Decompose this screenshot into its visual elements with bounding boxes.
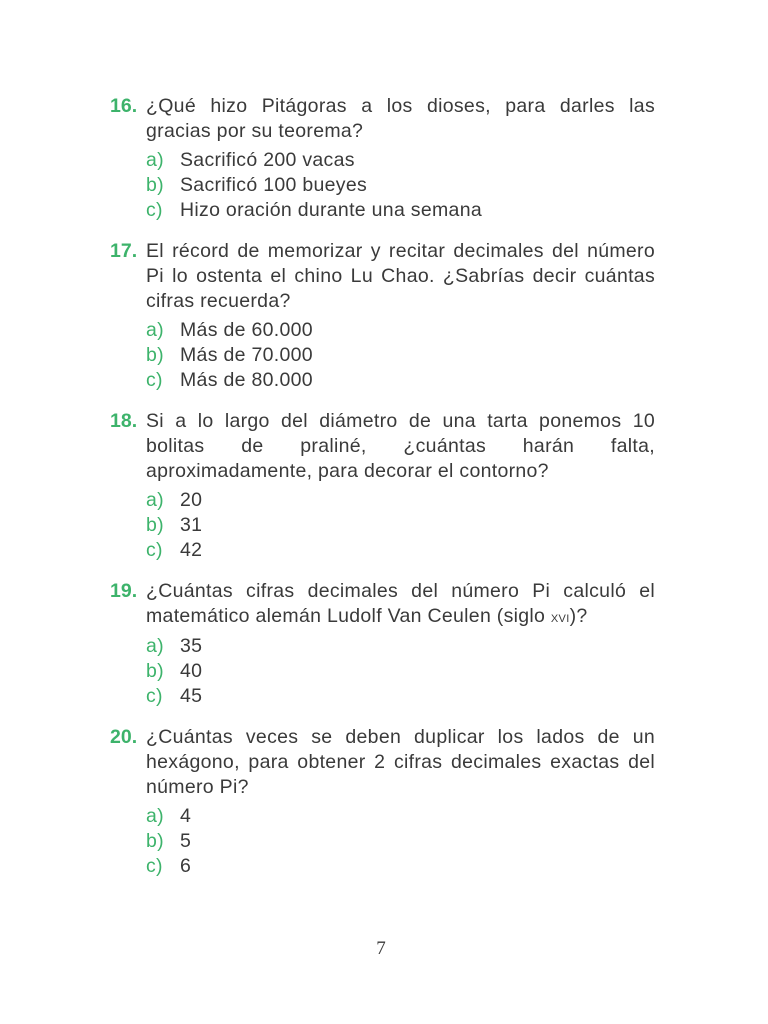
option-text: 31 (180, 514, 203, 536)
answer-option-c (146, 538, 655, 563)
question-number: 16. (110, 95, 138, 117)
question-text-end: )? (569, 605, 588, 627)
answer-option-b (146, 513, 655, 538)
answer-option-c (146, 684, 655, 709)
option-text: 5 (180, 830, 192, 852)
option-letter: a) (146, 319, 164, 341)
answer-option-b (146, 659, 655, 684)
option-text: 35 (180, 635, 203, 657)
question-number: 19. (110, 580, 138, 602)
answer-option-b (146, 173, 655, 198)
option-letter: c) (146, 369, 163, 391)
question-20 (110, 725, 655, 879)
option-text: Sacrificó 200 vacas (180, 149, 355, 171)
question-text (146, 579, 655, 630)
answer-option-b (146, 829, 655, 854)
option-text: 45 (180, 685, 203, 707)
option-text: Más de 70.000 (180, 344, 313, 366)
question-text: ¿Cuántas veces se deben duplicar los lados de un hexágono, para obtener 2 cifras decimales exactas del número Pi? (146, 726, 655, 798)
question-text: El récord de memorizar y recitar decimales del número Pi lo ostenta el chino Lu Chao. ¿Sabrías decir cuántas cifras recuerda? (146, 240, 655, 312)
page-number: 7 (376, 938, 386, 959)
question-number: 17. (110, 240, 138, 262)
answer-options (146, 148, 655, 223)
question-16 (110, 94, 655, 223)
answer-option-b (146, 343, 655, 368)
option-letter: c) (146, 539, 163, 561)
answer-option-c (146, 198, 655, 223)
option-text: Más de 80.000 (180, 369, 313, 391)
century-smallcaps: xvi (550, 609, 570, 626)
option-text: 4 (180, 805, 192, 827)
question-text-main: ¿Cuántas cifras decimales del número Pi calculó el matemático alemán Ludolf Van Ceulen (siglo (146, 580, 655, 627)
question-text: ¿Qué hizo Pitágoras a los dioses, para darles las gracias por su teorema? (146, 95, 655, 142)
question-text: Si a lo largo del diámetro de una tarta ponemos 10 bolitas de praliné, ¿cuántas harán falta, aproximadamente, para decorar el contorno? (146, 410, 655, 482)
answer-option-a (146, 148, 655, 173)
answer-option-a (146, 488, 655, 513)
option-letter: c) (146, 685, 163, 707)
option-text: Sacrificó 100 bueyes (180, 174, 368, 196)
option-letter: c) (146, 855, 163, 877)
answer-options (146, 634, 655, 709)
option-text: 6 (180, 855, 192, 877)
question-18 (110, 409, 655, 563)
answer-option-c (146, 854, 655, 879)
answer-options (146, 488, 655, 563)
question-list (110, 94, 655, 895)
option-text: 42 (180, 539, 203, 561)
question-17 (110, 239, 655, 393)
question-19 (110, 579, 655, 709)
option-letter: a) (146, 635, 164, 657)
option-text: Hizo oración durante una semana (180, 199, 482, 221)
option-letter: b) (146, 660, 164, 682)
option-letter: c) (146, 199, 163, 221)
option-letter: b) (146, 830, 164, 852)
answer-option-a (146, 634, 655, 659)
option-letter: b) (146, 344, 164, 366)
answer-option-a (146, 318, 655, 343)
question-number: 18. (110, 410, 138, 432)
answer-options (146, 318, 655, 393)
option-letter: b) (146, 174, 164, 196)
question-number: 20. (110, 726, 138, 748)
option-text: 40 (180, 660, 203, 682)
option-letter: a) (146, 805, 164, 827)
option-letter: a) (146, 489, 164, 511)
answer-option-c (146, 368, 655, 393)
option-letter: a) (146, 149, 164, 171)
option-letter: b) (146, 514, 164, 536)
option-text: 20 (180, 489, 203, 511)
option-text: Más de 60.000 (180, 319, 313, 341)
answer-option-a (146, 804, 655, 829)
answer-options (146, 804, 655, 879)
